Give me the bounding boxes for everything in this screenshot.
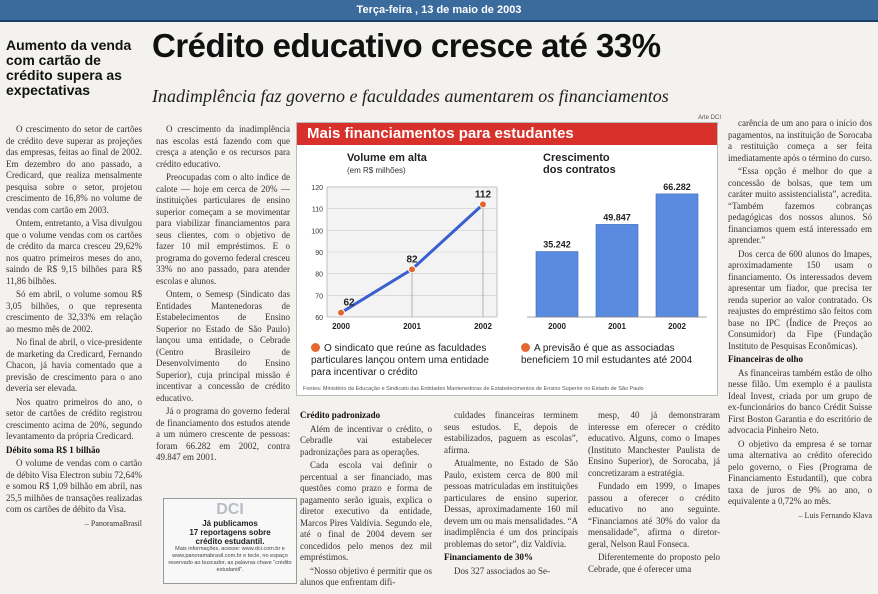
data-point: [480, 201, 487, 208]
paragraph: Diferentemente do proposto pelo Cebrade, que é oferecer uma: [588, 552, 720, 574]
line-chart-subtitle: (em R$ milhões): [347, 166, 406, 175]
dci-logo: DCI: [216, 501, 244, 518]
side-story: [6, 124, 142, 594]
signature: – Luis Fernando Klava: [798, 510, 872, 520]
paragraph: Dos 327 associados ao Se-: [454, 565, 550, 576]
data-point: [338, 309, 345, 316]
paragraph: Ontem, o Semesp (Sindicato das Entidades Mantenedoras de Estabelecimentos de Ensino Superior no Estado de São Paulo) lançou uma entidade, o Cebrade (Centro Brasileiro de Desenvolvimento do Ensino Superior), cuja principal missão é incentivar a concessão de crédito educativo.: [156, 289, 290, 403]
page-subtitle: Inadimplência faz governo e faculdades aumentarem os financiamentos: [152, 86, 669, 106]
data-label: 112: [474, 189, 492, 201]
paragraph: Já o programa do governo federal de financiamento dos estudos atende a um número crescente de pessoas: foram 66.282 em 2002, contra 49.847 em 2001.: [156, 406, 290, 462]
note-1-text: O sindicato que reúne as faculdades particulares lançou ontem uma entidade para incentivar o crédito: [311, 343, 489, 378]
chart-box-title: Mais financiamentos para estudantes: [297, 123, 717, 145]
article-column-4: [588, 410, 720, 594]
data-label: 82: [406, 254, 418, 266]
bar: [536, 252, 578, 317]
paragraph: Fundado em 1999, o Imapes passou a oferecer o crédito educativo no ano seguinte. “Financiamos até 30% do valor da mensalidade”, afirma o diretor-geral, Nelson Raul Fonseca.: [588, 481, 720, 549]
bar-value-label: 66.282: [663, 181, 691, 192]
section-subhead: Financiamento de 30%: [444, 552, 533, 562]
side-headline: Aumento da venda com cartão de crédito supera as expectativas: [6, 37, 132, 98]
bar: [596, 224, 638, 317]
signature: – PanoramaBrasil: [84, 518, 142, 528]
paragraph: O objetivo da empresa é se tornar uma alternativa ao crédito oferecido pelo governo, o Fies (Programa de Financiamento Estudantil), que cobra taxa de juros de 9% ao ano, o equivalente a 0,72% ao mês.: [728, 438, 872, 506]
bar-chart-title-line1: Crescimento: [543, 152, 610, 164]
x-tick-label: 2002: [668, 322, 686, 331]
bar: [656, 194, 698, 317]
chart-source: Fontes: Ministério da Educação e Sindicato das Entidades Mantenedoras de Estabelecimentos de Ensino Superior no Estado de São Paulo: [303, 386, 644, 392]
promo-box: [163, 498, 297, 584]
paragraph: Nos quatro primeiros do ano, o setor de cartões de crédito registrou crescimento acima de 20%, segundo levantamento da própria Credicard.: [6, 396, 142, 441]
x-tick-label: 2001: [403, 322, 421, 331]
section-subhead: Financeiras de olho: [728, 354, 804, 364]
y-tick-label: 100: [311, 228, 323, 236]
bar-chart-title-line2: dos contratos: [543, 164, 616, 176]
section-subhead: Débito soma R$ 1 bilhão: [6, 444, 101, 455]
promo-info: Mais informações, acesse: www.dci.com.br e www.panoramabrasil.com.br e tecle, no espaço reservado ao buscador, as palavras chave “crédito estudantil”.: [168, 546, 292, 573]
article-column-3: [444, 410, 578, 594]
article-column-5: [728, 118, 872, 594]
y-tick-label: 60: [315, 315, 323, 322]
section-subhead: Crédito padronizado: [300, 410, 381, 420]
paragraph: As financeiras também estão de olho nesse filão. Um exemplo é a paulista Ideal Invest, criada por um grupo de ex-funcionários do banco Crédit Suisse First Boston Garantia e do escritório de advocacia Pinheiro Neto.: [728, 367, 872, 435]
paragraph: No final de abril, o vice-presidente de marketing da Credicard, Fernando Chacon, já havia comentado que a previsão de crescimento para o ano deveria ser elevada.: [6, 337, 142, 393]
x-tick-label: 2000: [332, 322, 350, 331]
note-2-text: A previsão é que as associadas beneficiem 10 mil estudantes até 2004: [521, 343, 693, 366]
paragraph: O volume de vendas com o cartão de débito Visa Electron subiu 72,64% e somou R$ 1,09 bilhão em abril, nas 25,5 milhões de transações realizadas com os cartões de débito da Visa.: [6, 458, 142, 514]
paragraph: culdades financeiras terminem seus estudos. E, depois de estabilizados, paguem as escolas”, afirma.: [444, 410, 578, 455]
promo-line: Já publicamos: [202, 519, 258, 528]
chart-box: [296, 122, 718, 396]
promo-line: crédito estudantil.: [195, 537, 265, 546]
paragraph: “Essa opção é melhor do que a concessão de bolsas, que tem um caráter muito assistencialista”, acredita. “Também fazemos cobranças pedagógicas dos nossos alunos. Só financiamos quem está interessado em aprender.”: [728, 166, 872, 245]
note-2: [521, 343, 707, 367]
x-tick-label: 2001: [608, 322, 626, 331]
paragraph: Ontem, entretanto, a Visa divulgou que o volume vendas com os cartões de crédito da marca cresceu 29,62% nos quatro primeiros meses do ano, saindo de R$ 9,15 bilhões para R$ 11,86 bilhões.: [6, 218, 142, 286]
chart-credit: Arte DCI: [698, 115, 722, 121]
paragraph: Cada escola vai definir o percentual a ser financiado, mas questões como prazo e forma de pagamento serão iguais, explica o diretor executivo da entidade, Marcos Pires Valdívia. Segundo ele, até o final de 2004 devem ser concedidos pelo menos dez mil empréstimos.: [300, 460, 432, 562]
y-tick-label: 70: [315, 293, 323, 301]
line-chart-title: Volume em alta: [347, 152, 427, 164]
paragraph: Dos cerca de 600 alunos do Imapes, aproximadamente 150 usam o financiamento. Os interessados devem apresentar um fiador, que precisa ter renda superior ao valor contratado. Os reajustes do empréstimo são feitos com base no IPC (Índice de Preços ao Consumidor) da Fipe (Fundação Instituto de Pesquisas Econômicas).: [728, 248, 872, 351]
paragraph: mesp, 40 já demonstraram interesse em oferecer o crédito educativo. Alguns, como o Imapes (Instituto Manchester Paulista de Ensino Superior), de Sorocaba, já concretizaram a estratégia.: [588, 410, 720, 478]
data-label: 62: [343, 297, 355, 309]
dateline: Terça-feira , 13 de maio de 2003: [0, 0, 878, 22]
y-tick-label: 110: [311, 206, 323, 214]
bar-value-label: 35.242: [543, 239, 571, 250]
page-title: Crédito educativo cresce até 33%: [152, 27, 661, 64]
paragraph: Além de incentivar o crédito, o Cebradle vai estabelecer padronizações para as operações.: [300, 423, 432, 457]
x-tick-label: 2002: [474, 322, 492, 331]
note-1: [311, 343, 507, 379]
bullet-icon: [311, 343, 320, 352]
x-tick-label: 2000: [548, 322, 566, 331]
paragraph: Preocupadas com o alto índice de calote — hoje em cerca de 20% — instituições particulares de ensino superior começam a se movimentar para viabilizar financiamentos para seus clientes, com o objetivo de fazer 10 mil empréstimos. E o programa do governo federal cresceu 33% no ano passado, para atender escolas e alunos.: [156, 172, 290, 286]
paragraph: O crescimento do setor de cartões de crédito deve superar as projeções das empresas, feitas ao final de 2002. Em dezembro do ano passado, a Credicard, que realiza mensalmente pesquisa sobre o setor, projetou crescimento de 16,8% no volume de vendas com cartão em 2003.: [6, 124, 142, 215]
article-column-1: [156, 124, 290, 496]
bar-value-label: 49.847: [603, 212, 631, 223]
promo-line: 17 reportagens sobre: [189, 528, 271, 537]
paragraph: carência de um ano para o início dos pagamentos, na instituição de Sorocaba a restituição começa a ser feita imediatamente após o término do curso.: [728, 118, 872, 163]
article-column-2: [300, 410, 432, 594]
y-tick-label: 120: [311, 185, 323, 192]
y-tick-label: 80: [315, 271, 323, 279]
paragraph: Só em abril, o volume somou R$ 3,05 bilhões, o que representa crescimento de 32,33% em relação ao mesmo mês de 2002.: [6, 289, 142, 334]
y-tick-label: 90: [315, 250, 323, 257]
paragraph: Atualmente, no Estado de São Paulo, existem cerca de 800 mil pessoas matriculadas em instituições particulares de ensino superior. Dessas, aproximadamente 160 mil devem um ou mais mensalidades. “A inadimplência é um dos principais problemas do setor”, diz Valdívia.: [444, 458, 578, 549]
line-chart: [297, 147, 507, 347]
bullet-icon: [521, 343, 530, 352]
paragraph: O crescimento da inadimplência nas escolas está fazendo com que cresça a atenção e os recursos para crédito educativo.: [156, 124, 290, 169]
data-point: [409, 266, 416, 273]
bar-chart: [507, 147, 717, 347]
paragraph: “Nosso objetivo é permitir que os alunos que enfrentam difi-: [300, 565, 432, 587]
